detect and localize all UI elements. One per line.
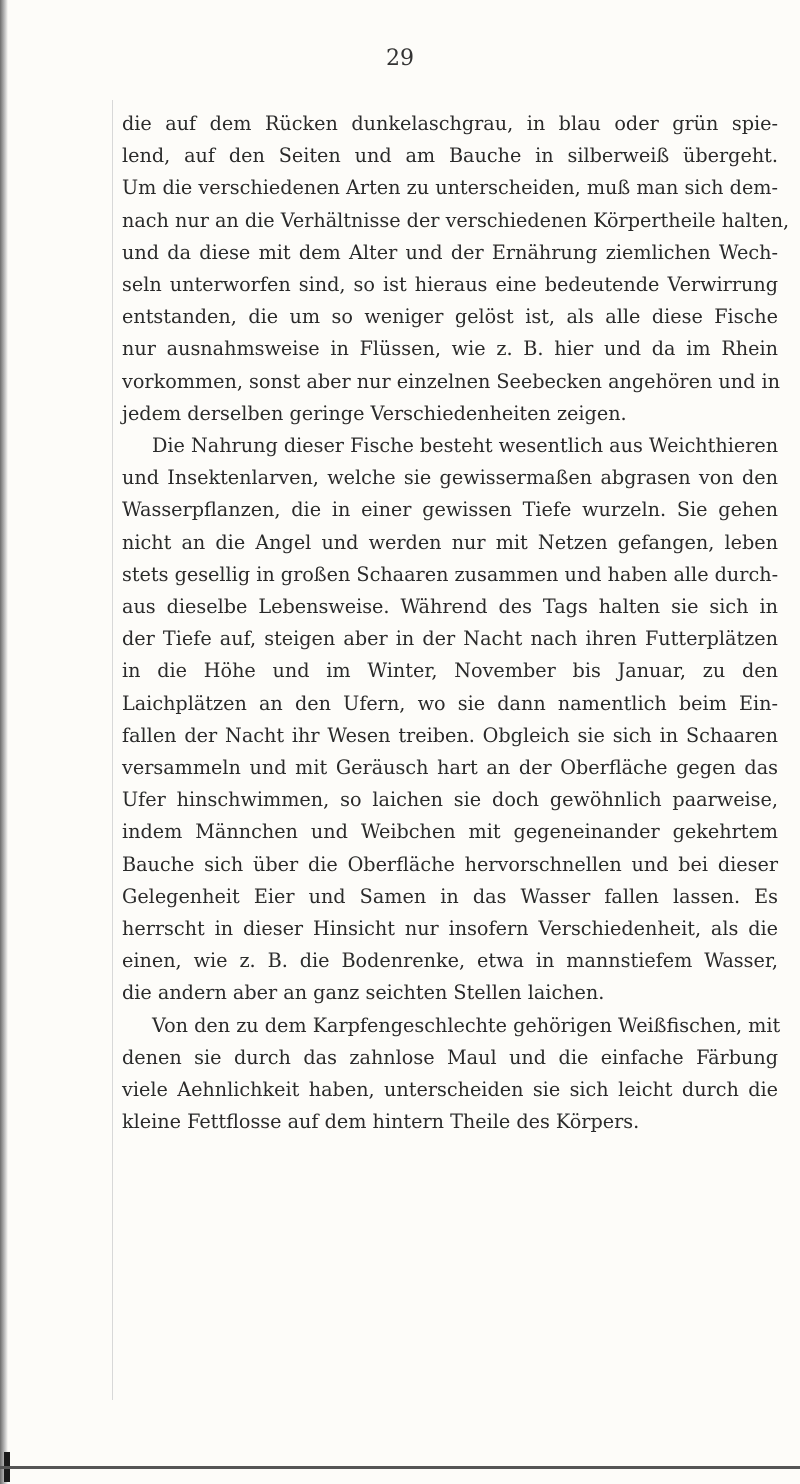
text-line: nicht an die Angel und werden nur mit Netzen gefangen, leben — [122, 530, 778, 554]
page-number: 29 — [386, 46, 414, 71]
text-line: aus dieselbe Lebensweise. Während des Tags halten sie sich in — [122, 595, 778, 619]
text-line: die auf dem Rücken dunkelaschgrau, in blau oder grün spie- — [122, 112, 778, 135]
text-line: nur ausnahmsweise in Flüssen, wie z. B. hier und da im Rhein — [122, 337, 778, 361]
text-line: viele Aehnlichkeit haben, unterscheiden sie sich leicht durch die — [122, 1078, 778, 1102]
text-line: indem Männchen und Weibchen mit gegeneinander gekehrtem — [122, 820, 778, 844]
page-binding-shadow — [0, 0, 8, 1484]
text-line: Die Nahrung dieser Fische besteht wesentlich aus Weichthieren — [152, 434, 779, 458]
text-line: vorkommen, sonst aber nur einzelnen Seebecken angehören und in — [122, 369, 781, 393]
text-line: Um die verschiedenen Arten zu unterscheiden, muß man sich dem- — [122, 176, 778, 200]
text-line: und Insektenlarven, welche sie gewissermaßen abgrasen von den — [122, 466, 778, 490]
text-line: und da diese mit dem Alter und der Ernährung ziemlichen Wech- — [122, 240, 778, 264]
text-line: einen, wie z. B. die Bodenrenke, etwa in mannstiefem Wasser, — [122, 949, 778, 973]
text-line: Von den zu dem Karpfengeschlechte gehörigen Weißfischen, mit — [152, 1013, 781, 1037]
text-line: jedem derselben geringe Verschiedenheiten zeigen. — [122, 401, 627, 425]
text-line: Bauche sich über die Oberfläche hervorschnellen und bei dieser — [122, 852, 778, 876]
margin-line — [112, 100, 113, 1400]
text-line: seln unterworfen sind, so ist hieraus eine bedeutende Verwirrung — [122, 273, 778, 297]
text-line: denen sie durch das zahnlose Maul und die einfache Färbung — [122, 1045, 778, 1069]
text-line: Laichplätzen an den Ufern, wo sie dann namentlich beim Ein- — [122, 691, 778, 715]
text-line: versammeln und mit Geräusch hart an der Oberfläche gegen das — [122, 756, 778, 780]
text-line: der Tiefe auf, steigen aber in der Nacht nach ihren Futterplätzen — [122, 627, 778, 651]
text-line: nach nur an die Verhältnisse der verschiedenen Körpertheile halten, — [122, 208, 790, 232]
text-line: die andern aber an ganz seichten Stellen laichen. — [122, 981, 605, 1005]
text-line: kleine Fettflosse auf dem hintern Theile des Körpers. — [122, 1110, 640, 1134]
scan-bottom-edge — [0, 1466, 800, 1469]
text-line: Gelegenheit Eier und Samen in das Wasser fallen lassen. Es — [122, 884, 778, 908]
text-line: herrscht in dieser Hinsicht nur insofern Verschiedenheit, als die — [122, 917, 778, 941]
text-line: Ufer hinschwimmen, so laichen sie doch gewöhnlich paarweise, — [122, 788, 778, 812]
text-line: stets gesellig in großen Schaaren zusammen und haben alle durch- — [122, 562, 779, 586]
text-line: fallen der Nacht ihr Wesen treiben. Obgleich sie sich in Schaaren — [122, 723, 778, 747]
text-line: Wasserpflanzen, die in einer gewissen Tiefe wurzeln. Sie gehen — [122, 498, 778, 522]
paragraph — [122, 430, 778, 1010]
text-line: lend, auf den Seiten und am Bauche in silberweiß übergeht. — [122, 144, 778, 168]
paragraph — [122, 1010, 781, 1139]
paragraph — [122, 108, 790, 430]
body-text — [122, 108, 790, 1139]
text-line: entstanden, die um so weniger gelöst ist, als alle diese Fische — [122, 305, 778, 329]
text-line: in die Höhe und im Winter, November bis Januar, zu den — [122, 659, 778, 683]
